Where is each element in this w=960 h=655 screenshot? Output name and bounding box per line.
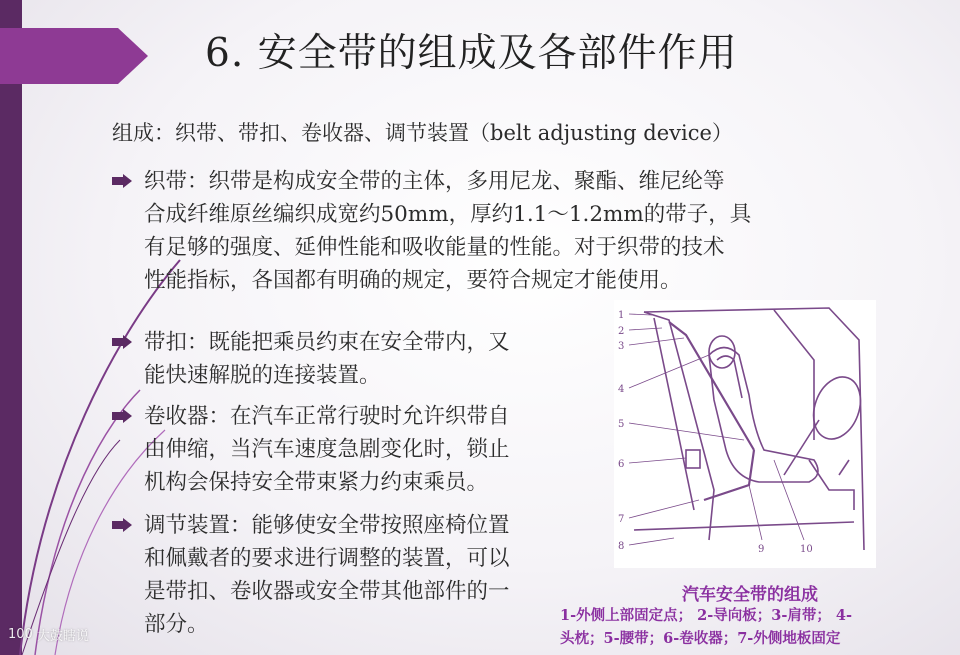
bullet-line: 有足够的强度、延伸性能和吸收能量的性能。对于织带的技术: [144, 235, 725, 260]
bullet-arrow-icon: [112, 335, 132, 349]
part-number-label: 6: [618, 459, 625, 470]
bullet-line: 和佩戴者的要求进行调整的装置，可以: [144, 546, 510, 571]
part-number-label: 10: [800, 544, 813, 555]
diagram-legend: [560, 604, 940, 650]
slide-title: 6. 安全带的组成及各部件作用: [205, 31, 738, 76]
part-number-label: 4: [618, 384, 625, 395]
part-number-label: 8: [618, 541, 625, 552]
seatbelt-diagram: [614, 300, 876, 568]
bullet-line: 能快速解脱的连接装置。: [144, 363, 381, 388]
part-number-label: 1: [618, 310, 625, 321]
bullet-arrow-icon: [112, 518, 132, 532]
legend-line: 头枕；5-腰带；6-卷收器；7-外侧地板固定: [560, 630, 841, 647]
bullet-line: 带扣：既能把乘员约束在安全带内，又: [144, 330, 510, 355]
part-number-label: 3: [618, 341, 625, 352]
legend-line: 1-外侧上部固定点； 2-导向板；3-肩带； 4-: [560, 607, 853, 624]
bullet-arrow-icon: [112, 174, 132, 188]
bullet-line: 织带：织带是构成安全带的主体，多用尼龙、聚酯、维尼纶等: [144, 169, 725, 194]
diagram-caption-title: 汽车安全带的组成: [682, 585, 818, 605]
composition-intro: 组成：织带、带扣、卷收器、调节装置（belt adjusting device）: [112, 121, 733, 145]
bullet-line: 部分。: [144, 612, 209, 637]
bullet-line: 合成纤维原丝编织成宽约50mm，厚约1.1～1.2mm的带子，具: [144, 202, 752, 227]
part-number-label: 2: [618, 326, 625, 337]
bullet-line: 性能指标，各国都有明确的规定，要符合规定才能使用。: [144, 268, 682, 293]
watermark-logo: 100: [8, 627, 33, 642]
title-arrow-banner: [0, 28, 148, 84]
part-number-label: 7: [618, 514, 625, 525]
watermark: [8, 625, 89, 644]
watermark-text: 大鼓瞎说: [36, 629, 89, 644]
bullet-line: 调节装置：能够使安全带按照座椅位置: [144, 513, 510, 538]
part-number-label: 5: [618, 419, 625, 430]
part-number-label: 9: [758, 544, 765, 555]
bullet-arrow-icon: [112, 409, 132, 423]
bullet-line: 由伸缩，当汽车速度急剧变化时，锁止: [144, 437, 510, 462]
bullet-line: 卷收器：在汽车正常行驶时允许织带自: [144, 404, 510, 429]
bullet-line: 是带扣、卷收器或安全带其他部件的一: [144, 579, 510, 604]
bullet-line: 机构会保持安全带束紧力约束乘员。: [144, 470, 489, 495]
